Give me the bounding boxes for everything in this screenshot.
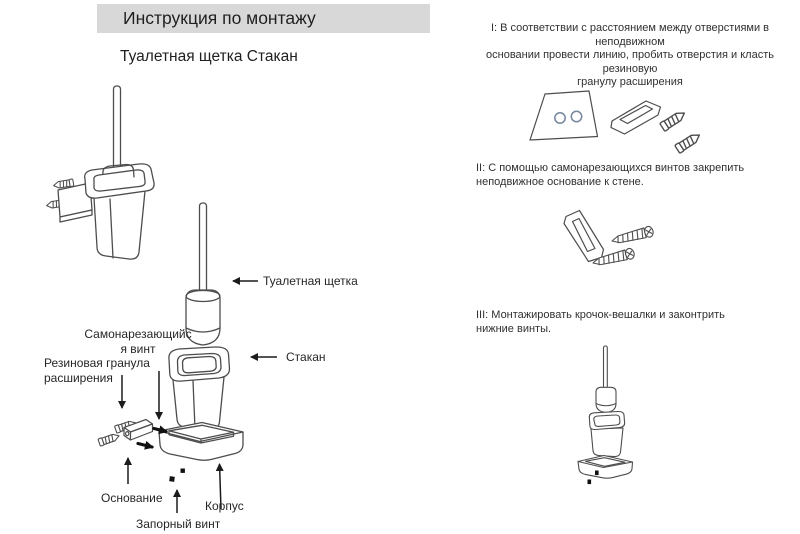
step-1-line: гранулу расширения [577,76,683,88]
step-2-line: II: С помощью самонарезающихся винтов закрепить [476,162,745,174]
exploded-brush-drawing [186,203,220,345]
label-body: Корпус [205,499,244,513]
page-header [97,4,430,33]
diagram-title: Туалетная щетка Стакан [120,48,298,65]
exploded-body-tray-drawing [159,423,243,461]
step-1-text [462,22,798,90]
step-2-line: неподвижное основание к стене. [476,175,644,188]
step-3-text [476,309,786,336]
exploded-cup-drawing [169,347,230,429]
step3-illustration [578,346,633,484]
step1-illustration [530,91,702,153]
label-lock-screw: Запорный винт [136,517,221,531]
label-self-tapping-screw: Самонарезающийс я винт [84,327,192,356]
step-1-line: основании провести линию, пробить отверстия и класть резиновую [486,49,774,75]
step-3-line: III: Монтажировать крочок-вешалки и законтрить [476,309,725,321]
label-toilet-brush: Туалетная щетка [263,274,358,288]
step2-illustration [564,211,654,269]
step-1-line: I: В соответствии с расстоянием между отверстиями в неподвижном [490,22,770,48]
step-3-line: нижние винты. [476,322,552,335]
page-title: Инструкция по монтажу [123,8,316,28]
label-rubber-expansion-granule: Резиновая гранула расширения [44,356,150,385]
assembled-holder-drawing [46,86,154,259]
label-cup: Стакан [286,350,326,364]
label-base: Основание [101,491,163,505]
step-2-text [476,162,786,189]
